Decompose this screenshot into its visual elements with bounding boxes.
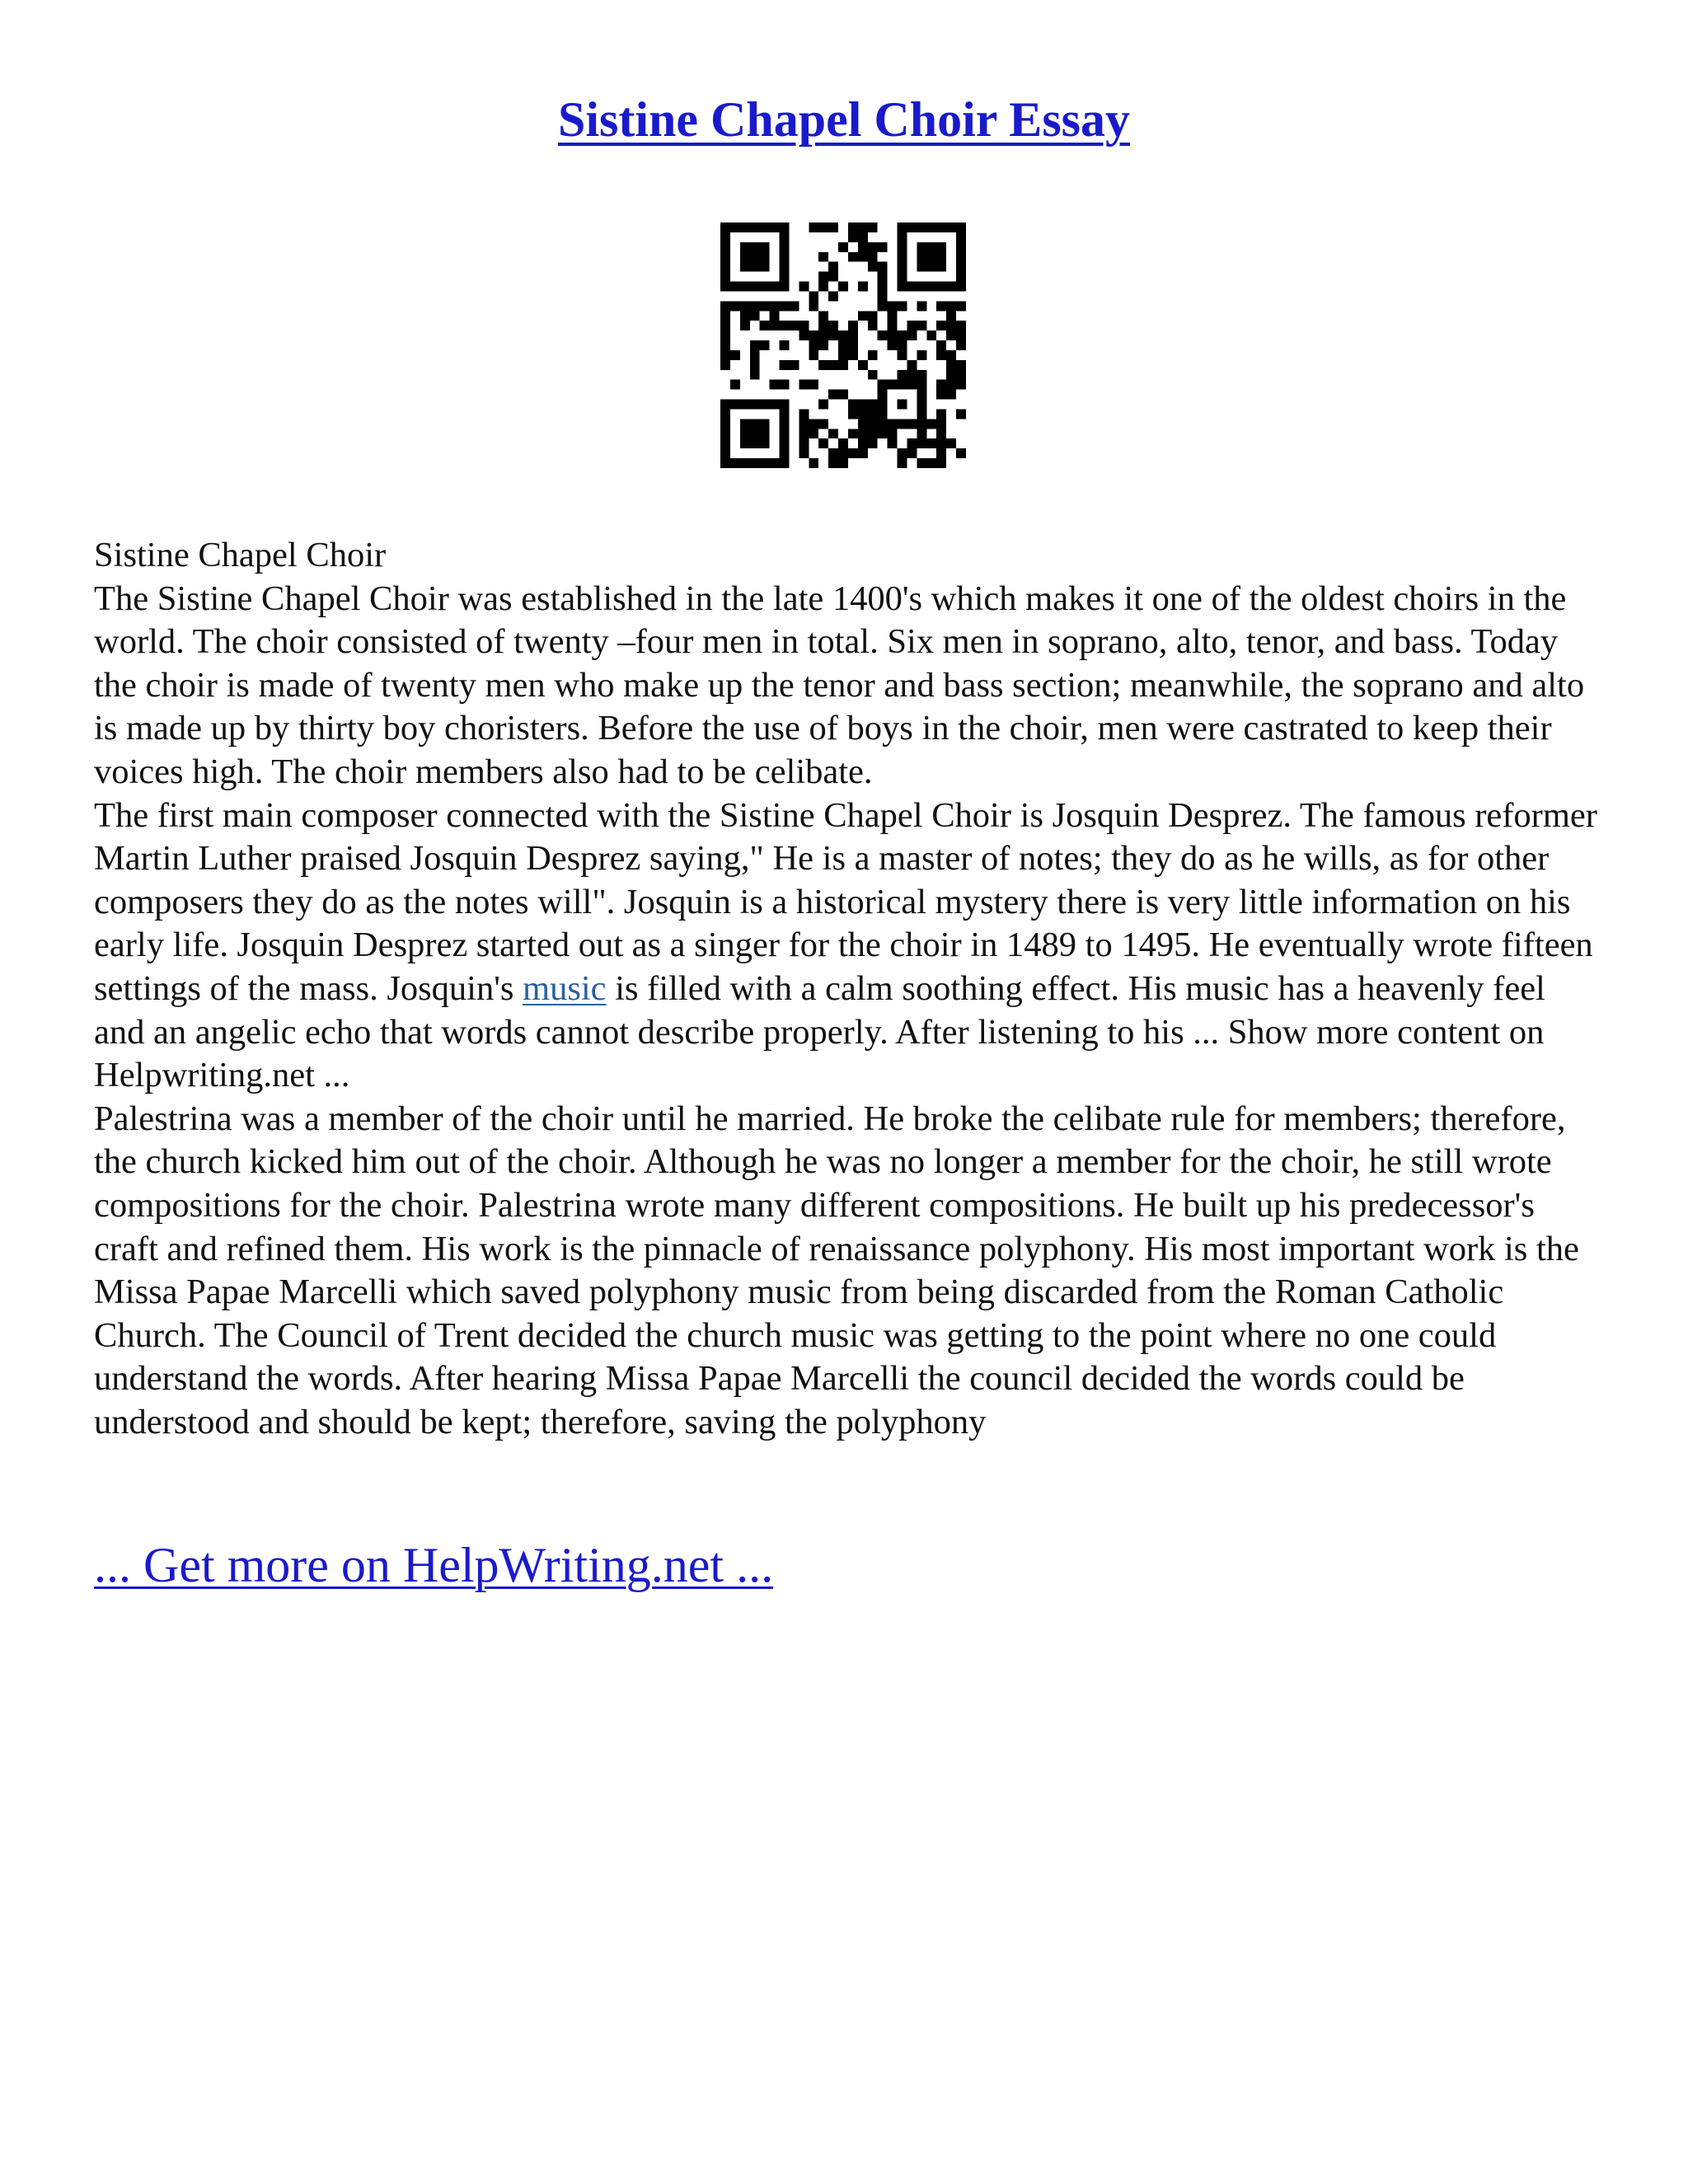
more-link-container bbox=[94, 1535, 773, 1596]
paragraph-2-text-b: is filled with a calm soothing effect. His music has a heavenly feel and an angelic echo that words cannot describe properly. After listening to his ... Show more content on Helpwriting.net ... bbox=[94, 968, 1545, 1095]
page-title bbox=[0, 89, 1688, 150]
essay-heading: Sistine Chapel Choir bbox=[94, 536, 387, 574]
qr-code-icon bbox=[720, 223, 966, 468]
paragraph-1: The Sistine Chapel Choir was established in the late 1400's which makes it one of the oldest choirs in the world. The choir consisted of twenty –four men in total. Six men in soprano, alto, tenor, and bass. Today the choir is made of twenty men who make up the tenor and bass section; meanwhile, the soprano and alto is made up by thirty boy choristers. Before the use of boys in the choir, men were castrated to keep their voices high. The choir members also had to be celibate. bbox=[94, 579, 1585, 791]
paragraph-3: Palestrina was a member of the choir until he married. He broke the celibate rule for members; therefore, the church kicked him out of the choir. Although he was no longer a member for the choir, he still wrote compositions for the choir. Palestrina wrote many different compositions. He built up his predecessor's craft and refined them. His work is the pinnacle of renaissance polyphony. His most important work is the Missa Papae Marcelli which saved polyphony music from being discarded from the Roman Catholic Church. The Council of Trent decided the church music was getting to the point where no one could understand the words. After hearing Missa Papae Marcelli the council decided the words could be understood and should be kept; therefore, saving the polyphony bbox=[94, 1099, 1579, 1441]
music-link[interactable]: music bbox=[523, 968, 607, 1008]
title-link[interactable]: Sistine Chapel Choir Essay bbox=[557, 92, 1131, 147]
get-more-link[interactable]: ... Get more on HelpWriting.net ... bbox=[94, 1538, 774, 1592]
paragraph-2 bbox=[94, 794, 1602, 1098]
paragraph-2-text-a: The first main composer connected with the Sistine Chapel Choir is Josquin Desprez. The famous reformer Martin Luther praised Josquin Desprez saying," He is a master of notes; they do as he wills, as for other composers they do as the notes will". Josquin is a historical mystery there is very little information on his early life. Josquin Desprez started out as a singer for the choir in 1489 to 1495. He eventually wrote fifteen settings of the mass. Josquin's bbox=[94, 795, 1597, 1008]
essay-body bbox=[94, 534, 1602, 1444]
